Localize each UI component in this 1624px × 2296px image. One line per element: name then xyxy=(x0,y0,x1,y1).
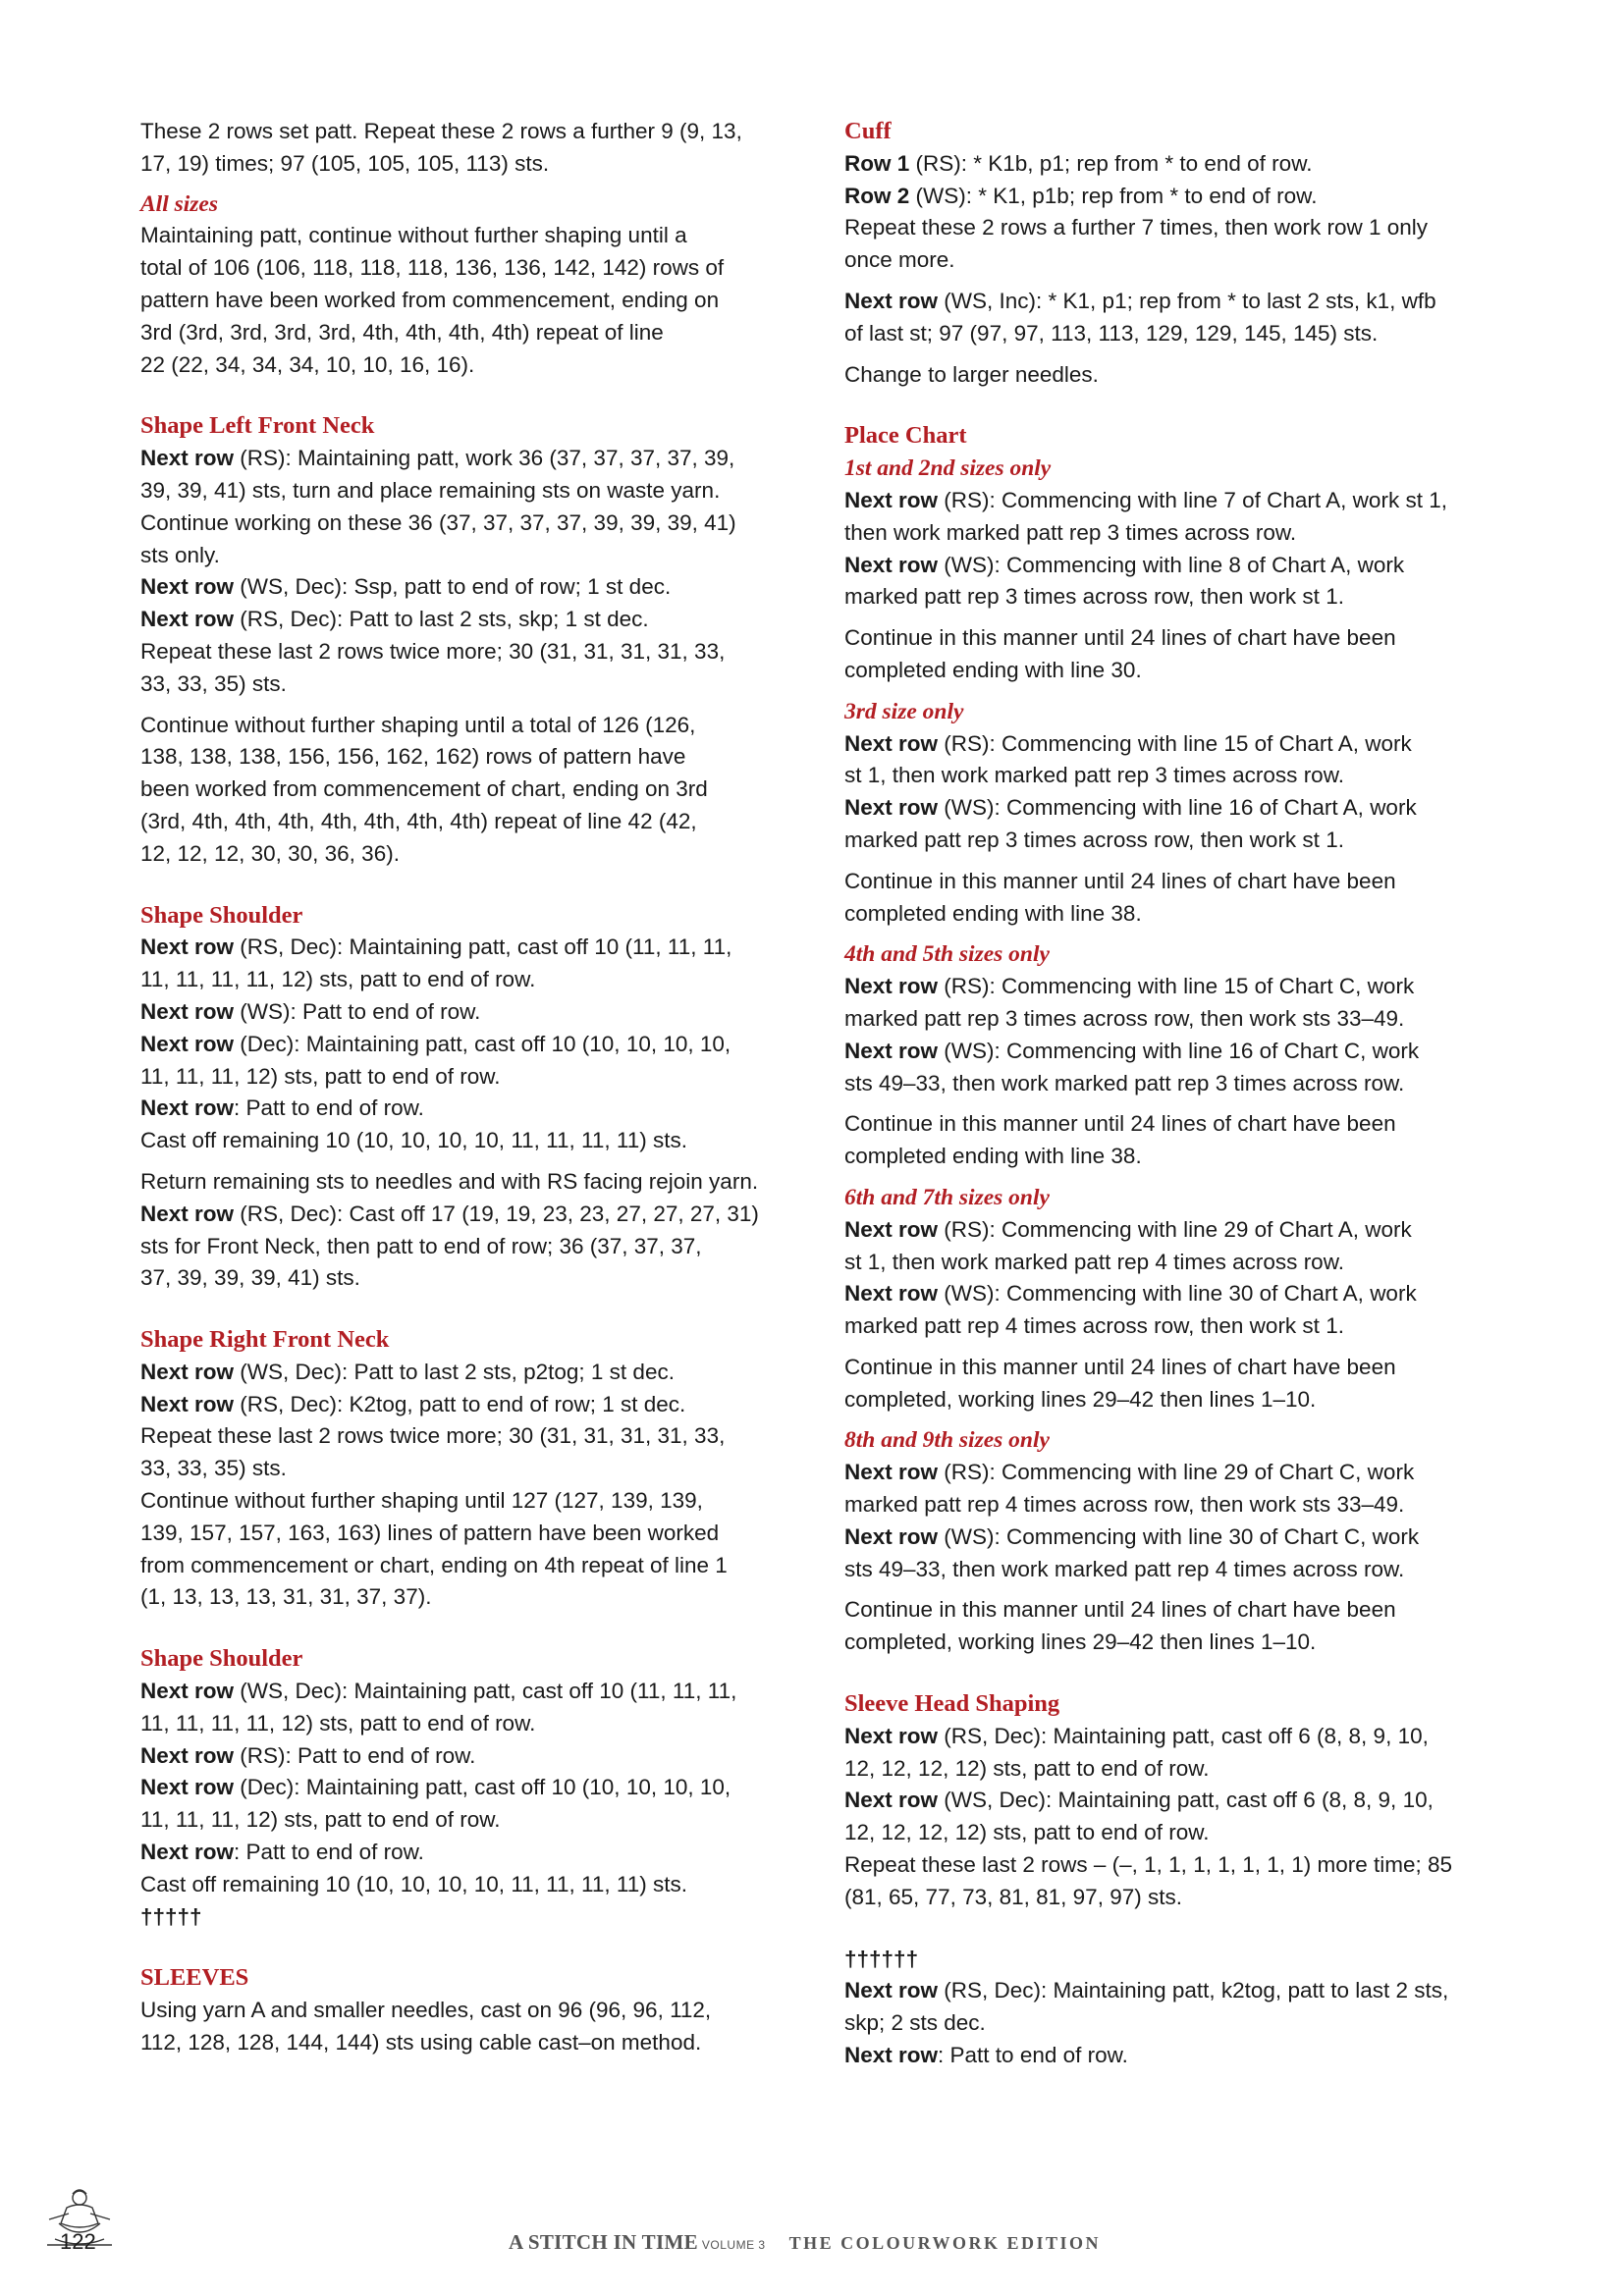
left-column xyxy=(140,116,808,2059)
text-line: Next row (RS, Dec): Maintaining patt, cast off 6 (8, 8, 9, 10, xyxy=(844,1723,1429,1748)
row-label: Next row xyxy=(140,998,235,1024)
text-line: Repeat these last 2 rows twice more; 30 (31, 31, 31, 31, 33, xyxy=(140,1423,726,1449)
text-line: total of 106 (106, 118, 118, 118, 136, 136, 142, 142) rows of xyxy=(140,255,725,281)
row-label: Next row xyxy=(140,1391,235,1416)
text-line: Continue in this manner until 24 lines of chart have been xyxy=(844,1597,1396,1623)
row-label: Next row xyxy=(844,1281,939,1307)
cuff-increase xyxy=(844,286,1512,350)
right-neck-instructions xyxy=(140,1357,808,1614)
text-line: Row 1 (RS): * K1b, p1; rep from * to end of row. xyxy=(844,150,1313,176)
size-continue xyxy=(844,1352,1512,1416)
text-line: completed ending with line 30. xyxy=(844,657,1142,682)
text-line: 12, 12, 12, 12) sts, patt to end of row. xyxy=(844,1820,1210,1845)
text-line: 11, 11, 11, 11, 12) sts, patt to end of row. xyxy=(140,967,536,992)
left-neck-instructions xyxy=(140,443,808,700)
text-line: once more. xyxy=(844,247,955,273)
text-line: marked patt rep 3 times across row, then work st 1. xyxy=(844,827,1344,852)
size-instructions xyxy=(844,971,1512,1099)
text-line: Next row (RS, Dec): K2tog, patt to end of row; 1 st dec. xyxy=(140,1391,686,1416)
text-line: completed, working lines 29–42 then lines 1–10. xyxy=(844,1386,1317,1412)
size-subheading: 3rd size only xyxy=(844,698,964,724)
text-line: Next row (RS): Maintaining patt, work 36 (37, 37, 37, 37, 39, xyxy=(140,446,735,471)
text-line: 11, 11, 11, 12) sts, patt to end of row. xyxy=(140,1063,501,1089)
text-line: Next row (RS, Dec): Patt to last 2 sts, skp; 1 st dec. xyxy=(140,607,649,632)
text-line: completed, working lines 29–42 then lines 1–10. xyxy=(844,1629,1317,1655)
text-line: Continue in this manner until 24 lines of chart have been xyxy=(844,868,1396,893)
page-number: 122 xyxy=(60,2229,96,2254)
place-chart-heading: Place Chart xyxy=(844,422,967,450)
row-label: Next row xyxy=(140,1095,235,1121)
row-label: Next row xyxy=(844,795,939,821)
row-label: Next row xyxy=(140,1742,235,1768)
text-line: 33, 33, 35) sts. xyxy=(140,670,287,696)
row-label: Next row xyxy=(844,1523,939,1549)
text-line: Next row (WS): Commencing with line 16 of Chart C, work xyxy=(844,1038,1420,1063)
text-line: Continue without further shaping until a total of 126 (126, xyxy=(140,712,696,737)
left-neck-continue xyxy=(140,710,808,871)
row-label: Next row xyxy=(140,1031,235,1056)
section-marker: ††††† xyxy=(140,1903,202,1929)
volume-label: VOLUME 3 xyxy=(701,2238,766,2252)
text-line: (81, 65, 77, 73, 81, 81, 97, 97) sts. xyxy=(844,1884,1182,1909)
text-line: Next row (WS, Dec): Ssp, patt to end of row; 1 st dec. xyxy=(140,574,672,600)
text-line: sts for Front Neck, then patt to end of row; 36 (37, 37, 37, xyxy=(140,1233,702,1258)
size-continue xyxy=(844,1108,1512,1173)
text-line: Continue in this manner until 24 lines of chart have been xyxy=(844,1111,1396,1137)
text-line: of last st; 97 (97, 97, 113, 113, 129, 129, 145, 145) sts. xyxy=(844,320,1379,346)
text-line: from commencement or chart, ending on 4th repeat of line 1 xyxy=(140,1552,728,1577)
cuff-rows xyxy=(844,148,1512,277)
text-line: These 2 rows set patt. Repeat these 2 rows a further 9 (9, 13, xyxy=(140,119,742,143)
row-label: Next row xyxy=(844,1978,939,2003)
text-line: skp; 2 sts dec. xyxy=(844,2010,986,2036)
text-line: Next row: Patt to end of row. xyxy=(140,1095,424,1121)
text-line: Next row (RS): Commencing with line 7 of Chart A, work st 1, xyxy=(844,487,1447,512)
row-label: Next row xyxy=(844,1723,939,1748)
text-line: Next row (WS): Patt to end of row. xyxy=(140,998,481,1024)
size-continue xyxy=(844,866,1512,931)
text-line: Next row (WS): Commencing with line 8 of Chart A, work xyxy=(844,552,1405,577)
text-line: (1, 13, 13, 13, 31, 31, 37, 37). xyxy=(140,1584,432,1610)
text-line: 39, 39, 41) sts, turn and place remaining sts on waste yarn. xyxy=(140,477,721,503)
text-line: been worked from commencement of chart, ending on 3rd xyxy=(140,776,708,802)
row-label: Next row xyxy=(844,1460,939,1485)
intro-paragraph xyxy=(140,116,808,181)
text-line: Using yarn A and smaller needles, cast on 96 (96, 96, 112, xyxy=(140,1998,712,2023)
row-label: Next row xyxy=(844,1216,939,1242)
text-line: Next row (RS): Commencing with line 15 of Chart A, work xyxy=(844,730,1412,756)
text-line: 12, 12, 12, 30, 30, 36, 36). xyxy=(140,840,400,866)
front-neck-cast-off xyxy=(140,1166,808,1295)
text-line: Next row: Patt to end of row. xyxy=(140,1840,424,1865)
text-line: Next row (RS): Commencing with line 29 of Chart A, work xyxy=(844,1216,1412,1242)
edition-label: THE COLOURWORK EDITION xyxy=(788,2233,1101,2253)
text-line: Next row (Dec): Maintaining patt, cast off 10 (10, 10, 10, 10, xyxy=(140,1031,731,1056)
row-label: Next row xyxy=(844,730,939,756)
size-continue xyxy=(844,1594,1512,1659)
text-line: Next row (WS, Dec): Maintaining patt, cast off 6 (8, 8, 9, 10, xyxy=(844,1788,1434,1813)
text-line: Next row (WS, Dec): Patt to last 2 sts, p2tog; 1 st dec. xyxy=(140,1359,675,1384)
text-line: 33, 33, 35) sts. xyxy=(140,1456,287,1481)
shoulder-instructions xyxy=(140,932,808,1157)
text-line: Next row (RS, Dec): Cast off 17 (19, 19, 23, 23, 27, 27, 27, 31) xyxy=(140,1201,759,1226)
book-title: A STITCH IN TIME xyxy=(509,2230,698,2254)
row-label: Next row xyxy=(140,607,235,632)
text-line: 17, 19) times; 97 (105, 105, 105, 113) sts. xyxy=(140,150,550,176)
text-line: Row 2 (WS): * K1, p1b; rep from * to end of row. xyxy=(844,183,1318,208)
text-line: Maintaining patt, continue without further shaping until a xyxy=(140,223,687,248)
size-subheading: 4th and 5th sizes only xyxy=(844,941,1050,968)
size-subheading: 1st and 2nd sizes only xyxy=(844,455,1052,482)
text-line: Next row (WS): Commencing with line 16 of Chart A, work xyxy=(844,795,1417,821)
row-label: Row 2 xyxy=(844,183,910,208)
row-label: Next row xyxy=(140,446,235,471)
text-line: sts 49–33, then work marked patt rep 3 times across row. xyxy=(844,1070,1405,1095)
text-line: 11, 11, 11, 12) sts, patt to end of row. xyxy=(140,1807,501,1833)
size-instructions xyxy=(844,1457,1512,1585)
text-line: marked patt rep 3 times across row, then work sts 33–49. xyxy=(844,1005,1405,1031)
text-line: Next row (RS): Patt to end of row. xyxy=(140,1742,476,1768)
text-line: marked patt rep 4 times across row, then work sts 33–49. xyxy=(844,1492,1405,1518)
text-line: then work marked patt rep 3 times across row. xyxy=(844,519,1297,545)
text-line: 139, 157, 157, 163, 163) lines of pattern have been worked xyxy=(140,1520,720,1545)
text-line: 112, 128, 128, 144, 144) sts using cable cast–on method. xyxy=(140,2030,702,2056)
row-label: Next row xyxy=(844,2043,939,2068)
text-line: Continue in this manner until 24 lines of chart have been xyxy=(844,1354,1396,1379)
cuff-heading: Cuff xyxy=(844,118,892,144)
row-label: Next row xyxy=(140,1359,235,1384)
sleeves-paragraph xyxy=(140,1995,808,2059)
row-label: Next row xyxy=(844,1788,939,1813)
section-marker: †††††† xyxy=(844,1946,919,1971)
row-label: Next row xyxy=(844,1038,939,1063)
text-line: Cast off remaining 10 (10, 10, 10, 10, 11, 11, 11, 11) sts. xyxy=(140,1128,687,1153)
row-label: Next row xyxy=(140,1775,235,1800)
text-line: Next row (WS): Commencing with line 30 of Chart A, work xyxy=(844,1281,1417,1307)
shape-shoulder-heading-2: Shape Shoulder xyxy=(140,1645,303,1673)
text-line: Return remaining sts to needles and with RS facing rejoin yarn. xyxy=(140,1168,759,1194)
all-sizes-heading: All sizes xyxy=(140,190,219,217)
size-instructions xyxy=(844,485,1512,614)
sleeve-head-instructions xyxy=(844,1721,1512,1914)
text-line: Next row (WS, Inc): * K1, p1; rep from * to last 2 sts, k1, wfb xyxy=(844,288,1436,313)
text-line: 3rd (3rd, 3rd, 3rd, 3rd, 4th, 4th, 4th, 4th) repeat of line xyxy=(140,319,664,345)
text-line: Next row (RS): Commencing with line 29 of Chart C, work xyxy=(844,1460,1415,1485)
shape-shoulder-heading: Shape Shoulder xyxy=(140,901,303,929)
size-subheading: 6th and 7th sizes only xyxy=(844,1184,1050,1210)
text-line: Continue working on these 36 (37, 37, 37, 37, 39, 39, 39, 41) xyxy=(140,509,736,535)
text-line: Next row (RS, Dec): Maintaining patt, cast off 10 (11, 11, 11, xyxy=(140,934,732,960)
row-label: Row 1 xyxy=(844,150,910,176)
text-line: sts 49–33, then work marked patt rep 4 times across row. xyxy=(844,1556,1405,1581)
text-line: completed ending with line 38. xyxy=(844,900,1142,926)
text-line: Continue in this manner until 24 lines of chart have been xyxy=(844,625,1396,651)
text-line: Next row (RS): Commencing with line 15 of Chart C, work xyxy=(844,974,1415,999)
row-label: Next row xyxy=(140,934,235,960)
sleeve-head-shaping-heading: Sleeve Head Shaping xyxy=(844,1690,1060,1718)
text-line: Next row (Dec): Maintaining patt, cast off 10 (10, 10, 10, 10, xyxy=(140,1775,731,1800)
text-line: st 1, then work marked patt rep 4 times across row. xyxy=(844,1249,1344,1274)
row-label: Next row xyxy=(140,1679,235,1704)
change-needles-text: Change to larger needles. xyxy=(844,361,1099,387)
text-line: Cast off remaining 10 (10, 10, 10, 10, 11, 11, 11, 11) sts. xyxy=(140,1871,687,1896)
all-sizes-paragraph xyxy=(140,220,808,381)
text-line: Next row (RS, Dec): Maintaining patt, k2tog, patt to last 2 sts, xyxy=(844,1978,1449,2003)
size-instructions xyxy=(844,728,1512,857)
row-label: Next row xyxy=(844,487,939,512)
text-line: 22 (22, 34, 34, 34, 10, 10, 16, 16). xyxy=(140,351,475,377)
text-line: Repeat these last 2 rows – (–, 1, 1, 1, 1, 1, 1, 1) more time; 85 xyxy=(844,1852,1453,1878)
text-line: st 1, then work marked patt rep 3 times across row. xyxy=(844,763,1344,788)
shoulder-instructions-2 xyxy=(140,1676,808,1901)
text-line: marked patt rep 3 times across row, then work st 1. xyxy=(844,584,1344,610)
text-line: Next row (WS): Commencing with line 30 of Chart C, work xyxy=(844,1523,1420,1549)
footer-title xyxy=(509,2230,1101,2255)
row-label: Next row xyxy=(844,974,939,999)
text-line: Next row: Patt to end of row. xyxy=(844,2043,1128,2068)
page-footer xyxy=(0,2228,1624,2268)
text-line: 11, 11, 11, 11, 12) sts, patt to end of row. xyxy=(140,1710,536,1735)
text-line: 37, 39, 39, 39, 41) sts. xyxy=(140,1265,360,1291)
text-line: (3rd, 4th, 4th, 4th, 4th, 4th, 4th, 4th) repeat of line 42 (42, xyxy=(140,808,697,833)
text-line: Repeat these 2 rows a further 7 times, then work row 1 only xyxy=(844,215,1429,240)
text-line: Repeat these last 2 rows twice more; 30 (31, 31, 31, 31, 33, xyxy=(140,638,726,664)
text-line: pattern have been worked from commencement, ending on xyxy=(140,287,720,312)
row-label: Next row xyxy=(140,1840,235,1865)
shape-left-front-neck-heading: Shape Left Front Neck xyxy=(140,412,375,440)
text-line: sts only. xyxy=(140,542,220,567)
size-subheading: 8th and 9th sizes only xyxy=(844,1427,1050,1454)
sleeves-heading: SLEEVES xyxy=(140,1964,249,1992)
size-instructions xyxy=(844,1214,1512,1343)
text-line: 12, 12, 12, 12) sts, patt to end of row. xyxy=(844,1755,1210,1781)
row-label: Next row xyxy=(844,552,939,577)
row-label: Next row xyxy=(140,1201,235,1226)
text-line: Continue without further shaping until 127 (127, 139, 139, xyxy=(140,1488,703,1514)
size-continue xyxy=(844,622,1512,687)
text-line: marked patt rep 4 times across row, then work st 1. xyxy=(844,1313,1344,1339)
row-label: Next row xyxy=(140,574,235,600)
right-column xyxy=(844,116,1512,2072)
text-line: 138, 138, 138, 156, 156, 162, 162) rows of pattern have xyxy=(140,744,686,770)
text-line: completed ending with line 38. xyxy=(844,1144,1142,1169)
sleeve-head-decrease xyxy=(844,1975,1512,2071)
text-line: Next row (WS, Dec): Maintaining patt, cast off 10 (11, 11, 11, xyxy=(140,1679,737,1704)
row-label: Next row xyxy=(844,288,939,313)
shape-right-front-neck-heading: Shape Right Front Neck xyxy=(140,1326,390,1354)
